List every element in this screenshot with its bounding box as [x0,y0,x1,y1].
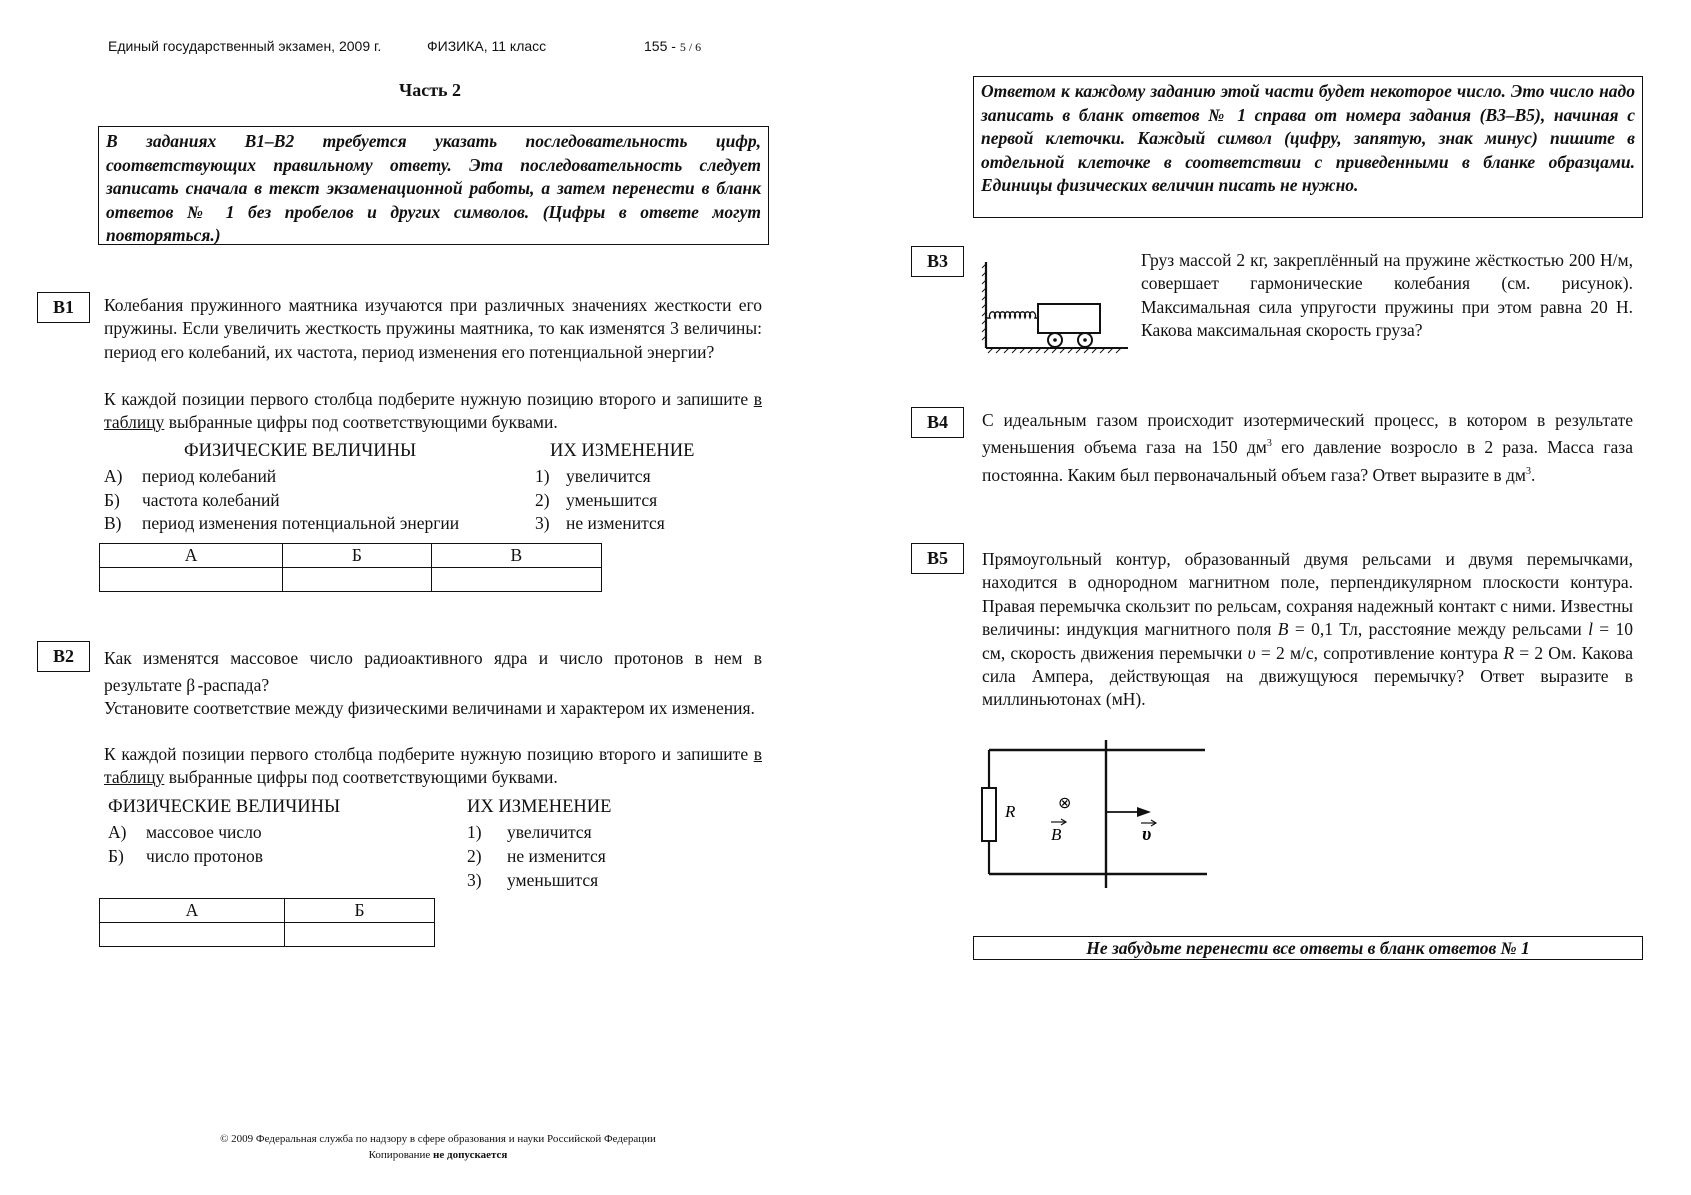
list-item: 1) [467,822,482,842]
list-item: 1) [535,466,550,486]
velocity-label: υ [1142,824,1152,845]
b1-col1-heading: ФИЗИЧЕСКИЕ ВЕЛИЧИНЫ [184,441,417,461]
list-item: 2) [467,846,482,866]
answer-cell-b[interactable] [283,568,432,592]
answer-cell-a[interactable] [100,923,285,947]
subject-title: ФИЗИКА, 11 класс [427,38,547,54]
footer-copyright: © 2009 Федеральная служба по надзору в сфере образования и науки Российской Федерации [220,1133,656,1145]
list-item: 2) [535,490,550,510]
exam-title: Единый государственный экзамен, 2009 г. [108,38,382,54]
list-item: массовое число [146,822,262,842]
list-item: уменьшится [507,870,599,890]
list-item: А) [108,822,127,842]
answer-cell-v[interactable] [431,568,601,592]
task-b2-text2: Установите соответствие между физическими величинами и характером их изменения. [104,698,755,718]
list-item: число протонов [146,846,263,866]
list-item: 3) [535,513,550,533]
table-header-b: Б [284,899,434,923]
table-header-v: В [431,544,601,568]
task-b2-text: Как изменятся массовое число радиоактивного ядра и число протонов в нем в результате β -распада? [104,648,762,696]
task-b3-label: B3 [911,246,964,277]
list-item: период колебаний [142,466,277,486]
list-item: Б) [108,846,124,866]
page-number: 155 - 5 / 6 [644,38,702,54]
footer-copy-notice: Копирование не допускается [368,1149,508,1161]
list-item: А) [104,466,123,486]
task-b5-text: Прямоугольный контур, образованный двумя рельсами и двумя перемычками, находится в однородном магнитном поле, перпендикулярном плоскости контура. Правая перемычка скользит по рельсам, сохраняя надежный контакт с ними. Известны величины: индукция магнитного поля B = 0,1 Тл, расстояние между рельсами l = 10 см, скорость движения перемычки υ = 2 м/с, сопротивление контура R = 2 Ом. Какова сила Ампера, действующая на движущуюся перемычку? Ответ выразите в миллиньютонах (мН). [982,549,1634,710]
task-b1-instruction: К каждой позиции первого столбца подберите нужную позицию второго и запишите в таблицу выбранные цифры под соответствующими буквами. [104,389,762,433]
answer-cell-a[interactable] [100,568,283,592]
spring-coil [986,312,1038,318]
circuit-figure [975,740,1215,890]
list-item: Б) [104,490,120,510]
task-b2-label: B2 [37,641,90,672]
list-item: не изменится [566,513,665,533]
answer-cell-b[interactable] [284,923,434,947]
table-header-a: А [100,899,285,923]
task-b1-text: Колебания пружинного маятника изучаются при различных значениях жесткости его пружины. Если увеличить жесткость пружины маятника, то как изменятся 3 величины: период его колебаний, их частота, период изменения его потенциальной энергии? [104,295,762,362]
cart-body [1038,304,1100,333]
velocity-arrowhead [1137,807,1151,817]
wheel-axle [1053,338,1057,342]
spring-cart-figure [980,256,1130,356]
table-header-b: Б [283,544,432,568]
list-item: период изменения потенциальной энергии [142,513,460,533]
task-b2-instruction: К каждой позиции первого столбца подберите нужную позицию второго и запишите в таблицу выбранные цифры под соответствующими буквами. [104,744,762,788]
field-b-label: B [1051,825,1062,844]
task-b1-label: B1 [37,292,90,323]
resistor [982,788,996,841]
list-item: увеличится [566,466,651,486]
task-b3-text: Груз массой 2 кг, закреплённый на пружине жёсткостью 200 Н/м, совершает гармонические колебания (см. рисунок). Максимальная сила упругости пружины при этом равна 20 Н. Какова максимальная скорость груза? [1141,250,1633,341]
list-item: не изменится [507,846,606,866]
reminder-box: Не забудьте перенести все ответы в бланк ответов № 1 [973,936,1643,960]
table-header-a: А [100,544,283,568]
task-b4-text: С идеальным газом происходит изотермический процесс, в котором в результате уменьшения объема газа на 150 $дм^3$ его давление возросло в 2 раза. Масса газа постоянна. Каким был первоначальный объем газа? Ответ выразите в $дм^3$. [982,410,1633,485]
b1-col2-heading: ИХ ИЗМЕНЕНИЕ [550,441,695,461]
task-b5-label: B5 [911,543,964,574]
instruction-box-left: В заданиях В1–В2 требуется указать последовательность цифр, соответствующих правильному ответу. Эта последовательность следует записать сначала в текст экзаменационной работы, а затем перенести в бланк ответов № 1 без пробелов и других символов. (Цифры в ответе могут повторяться.) [98,126,769,245]
resistor-label: R [1005,802,1016,821]
b2-col2-heading: ИХ ИЗМЕНЕНИЕ [467,797,612,817]
b2-answer-table [99,898,435,947]
field-into-page-icon: ⊗ [1058,793,1072,812]
list-item: увеличится [507,822,592,842]
wheel-axle [1083,338,1087,342]
instruction-box-right: Ответом к каждому заданию этой части будет некоторое число. Это число надо записать в бланк ответов № 1 справа от номера задания (В3–В5), начиная с первой клеточки. Каждый символ (цифру, запятую, знак минус) пишите в отдельной клеточке в соответствии с приведенными в бланке образцами. Единицы физических величин писать не нужно. [973,76,1643,218]
b2-col1-heading: ФИЗИЧЕСКИЕ ВЕЛИЧИНЫ [108,797,341,817]
list-item: частота колебаний [142,490,280,510]
part-title: Часть 2 [399,80,462,100]
list-item: 3) [467,870,482,890]
list-item: В) [104,513,122,533]
task-b4-label: B4 [911,407,964,438]
b1-answer-table [99,543,602,592]
list-item: уменьшится [566,490,658,510]
